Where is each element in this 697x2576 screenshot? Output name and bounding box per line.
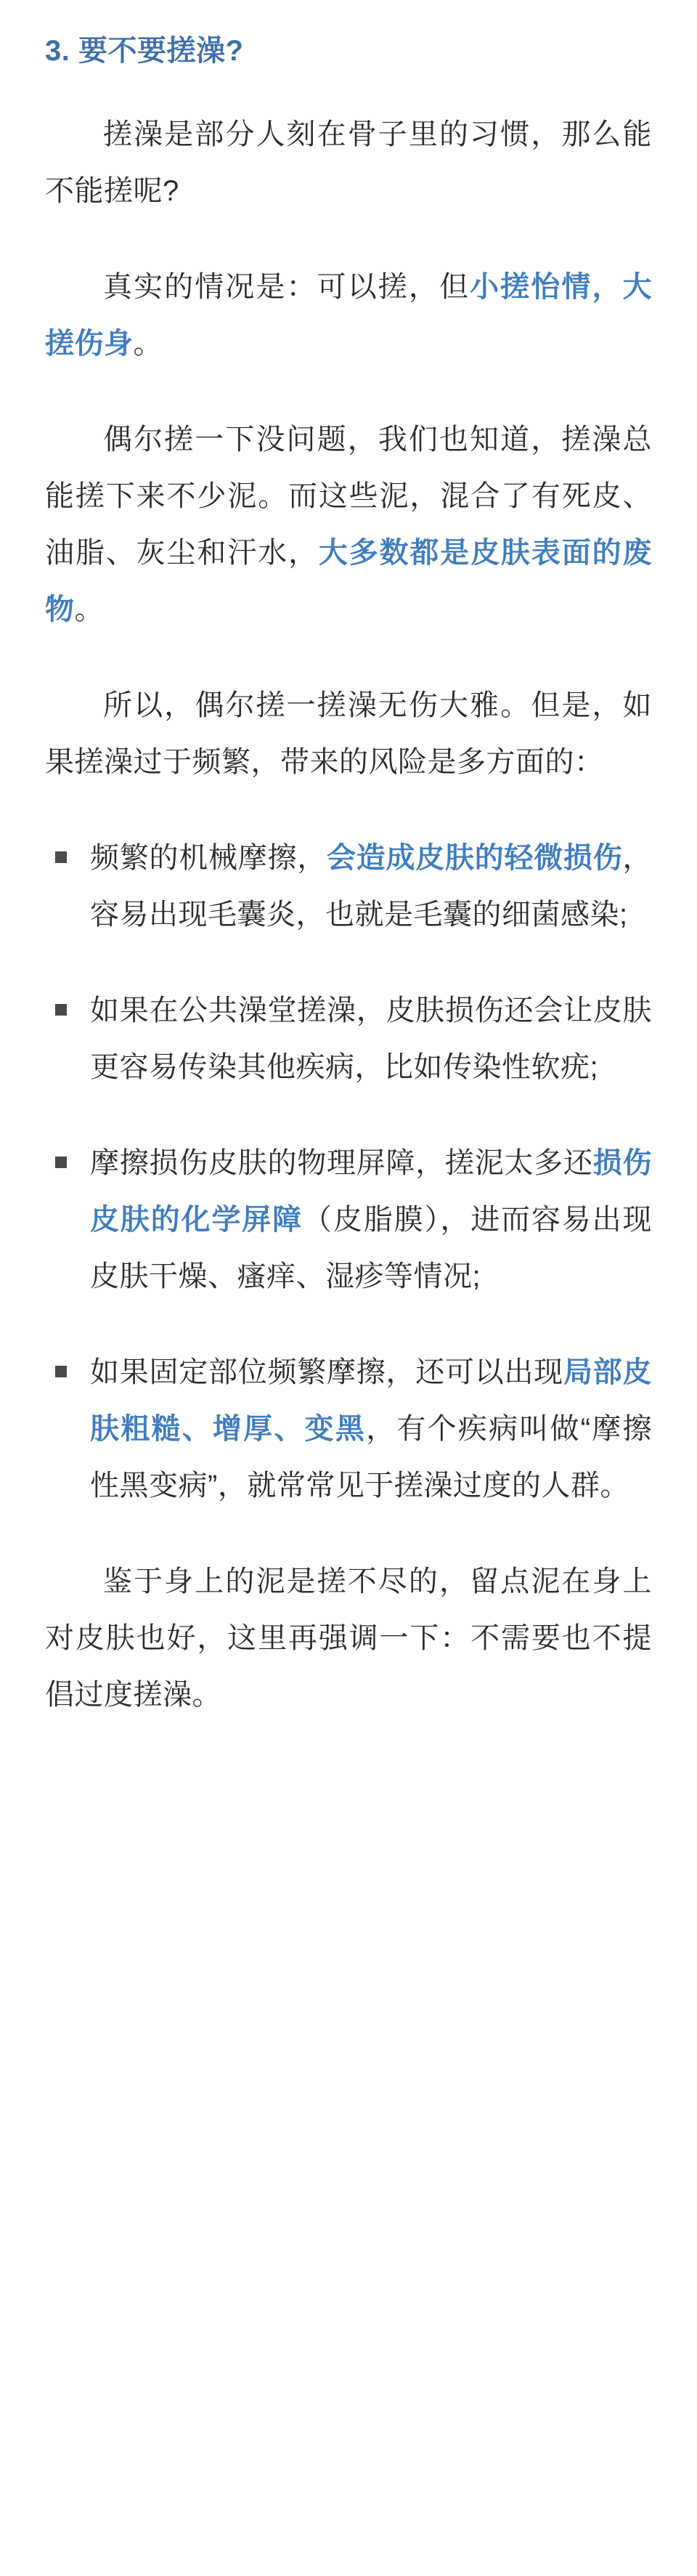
highlighted-text: 会造成皮肤的轻微损伤	[327, 842, 623, 874]
highlighted-text: 大多数都是皮肤表面的废物	[45, 537, 653, 625]
text-run: 所以，偶尔搓一搓澡无伤大雅。但是，如果搓澡过于频繁，带来的风险是多方面的：	[45, 689, 652, 778]
text-run: （皮脂膜），进而容易出现皮肤干燥、瘙痒、湿疹等情况;	[90, 1204, 653, 1292]
risk-bullet-list	[45, 830, 652, 1514]
square-bullet-icon	[55, 851, 67, 863]
highlighted-text: 损伤皮肤的化学屏障	[90, 1147, 652, 1236]
section-heading: 3. 要不要搓澡?	[45, 35, 244, 67]
closing-paragraph-list	[45, 1553, 652, 1723]
square-bullet-icon	[55, 1157, 67, 1168]
list-item-text	[90, 842, 652, 931]
list-item	[45, 1344, 652, 1514]
text-run: 偶尔搓一下没问题，我们也知道，搓澡总能搓下来不少泥。而这些泥，混合了有死皮、油脂、灰尘和汗水，	[45, 424, 652, 569]
paragraph-list	[45, 106, 652, 790]
text-run: 频繁的机械摩擦，	[90, 842, 327, 874]
list-item-text	[90, 995, 652, 1083]
body-paragraph	[45, 259, 652, 372]
text-run: 鉴于身上的泥是搓不尽的，留点泥在身上对皮肤也好，这里再强调一下：不需要也不提倡过度搓澡。	[45, 1566, 652, 1711]
text-run: 搓澡是部分人刻在骨子里的习惯，那么能不能搓呢?	[45, 118, 652, 207]
text-run: ，容易出现毛囊炎，也就是毛囊的细菌感染;	[90, 842, 652, 931]
text-run: 如果固定部位频繁摩擦，还可以出现	[90, 1356, 563, 1388]
body-paragraph	[45, 411, 652, 638]
list-item	[45, 1135, 652, 1305]
text-run: 。	[133, 328, 163, 360]
list-item	[45, 830, 652, 943]
body-paragraph	[45, 677, 652, 790]
article-body	[45, 106, 652, 1723]
list-item	[45, 982, 652, 1095]
text-run: 摩擦损伤皮肤的物理屏障，搓泥太多还	[90, 1147, 593, 1179]
highlighted-text: 局部皮肤粗糙、增厚、变黑	[90, 1356, 652, 1445]
text-run: ，有个疾病叫做“摩擦性黑变病”，就常常见于搓澡过度的人群。	[90, 1413, 652, 1502]
text-run: 。	[74, 594, 104, 625]
text-run: 真实的情况是：可以搓，但	[103, 271, 470, 303]
body-paragraph	[45, 106, 652, 219]
text-run: 如果在公共澡堂搓澡，皮肤损伤还会让皮肤更容易传染其他疾病，比如传染性软疣;	[90, 995, 652, 1083]
square-bullet-icon	[55, 1366, 67, 1377]
square-bullet-icon	[55, 1004, 67, 1016]
highlighted-text: 小搓怡情，大搓伤身	[45, 271, 653, 360]
list-item-text	[90, 1356, 652, 1502]
list-item-text	[90, 1147, 652, 1292]
closing-paragraph	[45, 1553, 652, 1723]
